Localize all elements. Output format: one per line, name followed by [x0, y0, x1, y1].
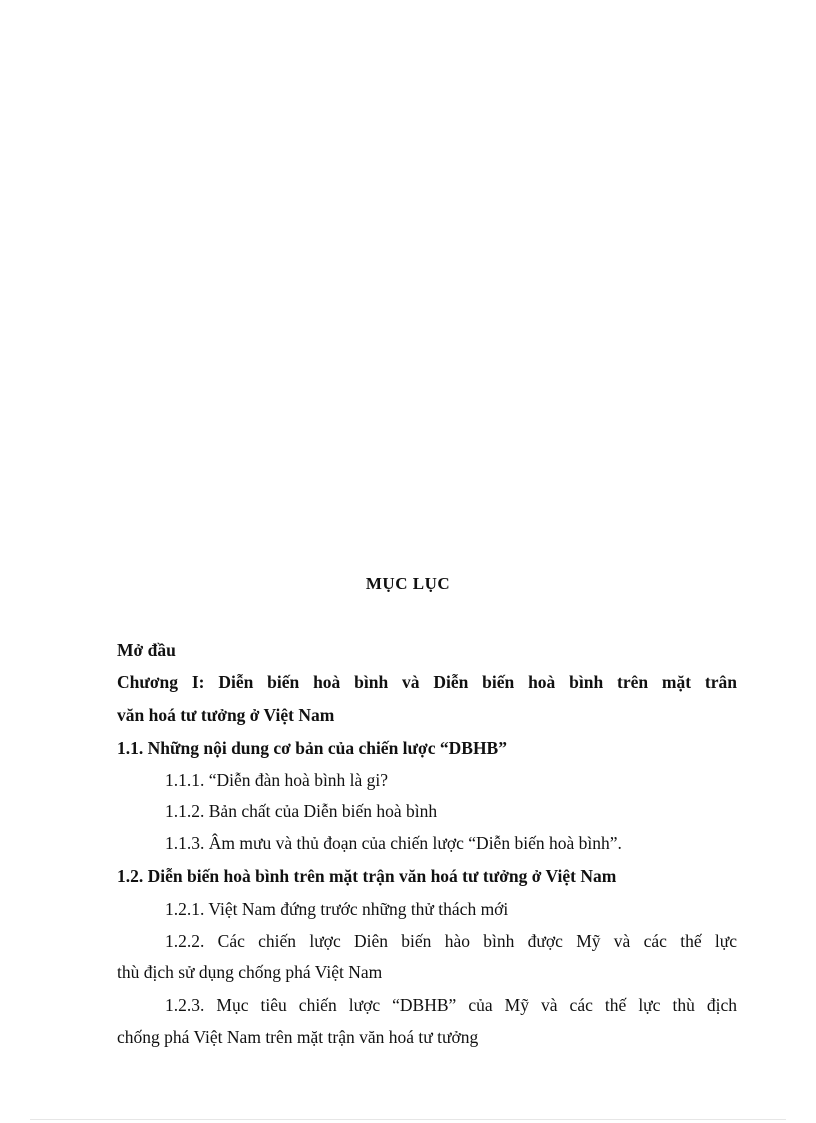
toc-section-1-1-3: 1.1.3. Âm mưu và thủ đoạn của chiến lược “Diễn biến hoà bình”. [165, 833, 622, 853]
toc-section-1-2: 1.2. Diễn biến hoà bình trên mặt trận văn hoá tư tưởng ở Việt Nam [117, 866, 617, 886]
toc-section-1-1-2: 1.1.2. Bản chất của Diễn biến hoà bình [165, 801, 438, 821]
toc-section-1-2-3-line-2: chống phá Việt Nam trên mặt trận văn hoá tư tưởng [117, 1027, 479, 1047]
toc-section-1-1: 1.1. Những nội dung cơ bản của chiến lược “DBHB” [117, 738, 507, 758]
toc-section-1-1-1: 1.1.1. “Diễn đàn hoà bình là gi? [165, 770, 389, 790]
toc-chapter-1-line-2: văn hoá tư tưởng ở Việt Nam [117, 705, 335, 725]
page-bottom-divider [30, 1119, 786, 1120]
toc-chapter-1-line-1: Chương I: Diễn biến hoà bình và Diễn biến hoà bình trên mặt trân [117, 672, 737, 692]
toc-section-1-2-2-line-2: thù địch sử dụng chống phá Việt Nam [117, 962, 383, 982]
toc-section-1-2-2-line-1: 1.2.2. Các chiến lược Diên biến hào bình được Mỹ và các thế lực [165, 931, 737, 951]
toc-section-1-2-3-line-1: 1.2.3. Mục tiêu chiến lược “DBHB” của Mỹ và các thế lực thù địch [165, 995, 737, 1015]
toc-section-1-2-1: 1.2.1. Việt Nam đứng trước những thử thách mới [165, 899, 509, 919]
toc-title: MỤC LỤC [365, 574, 451, 593]
toc-intro: Mở đầu [117, 640, 176, 660]
